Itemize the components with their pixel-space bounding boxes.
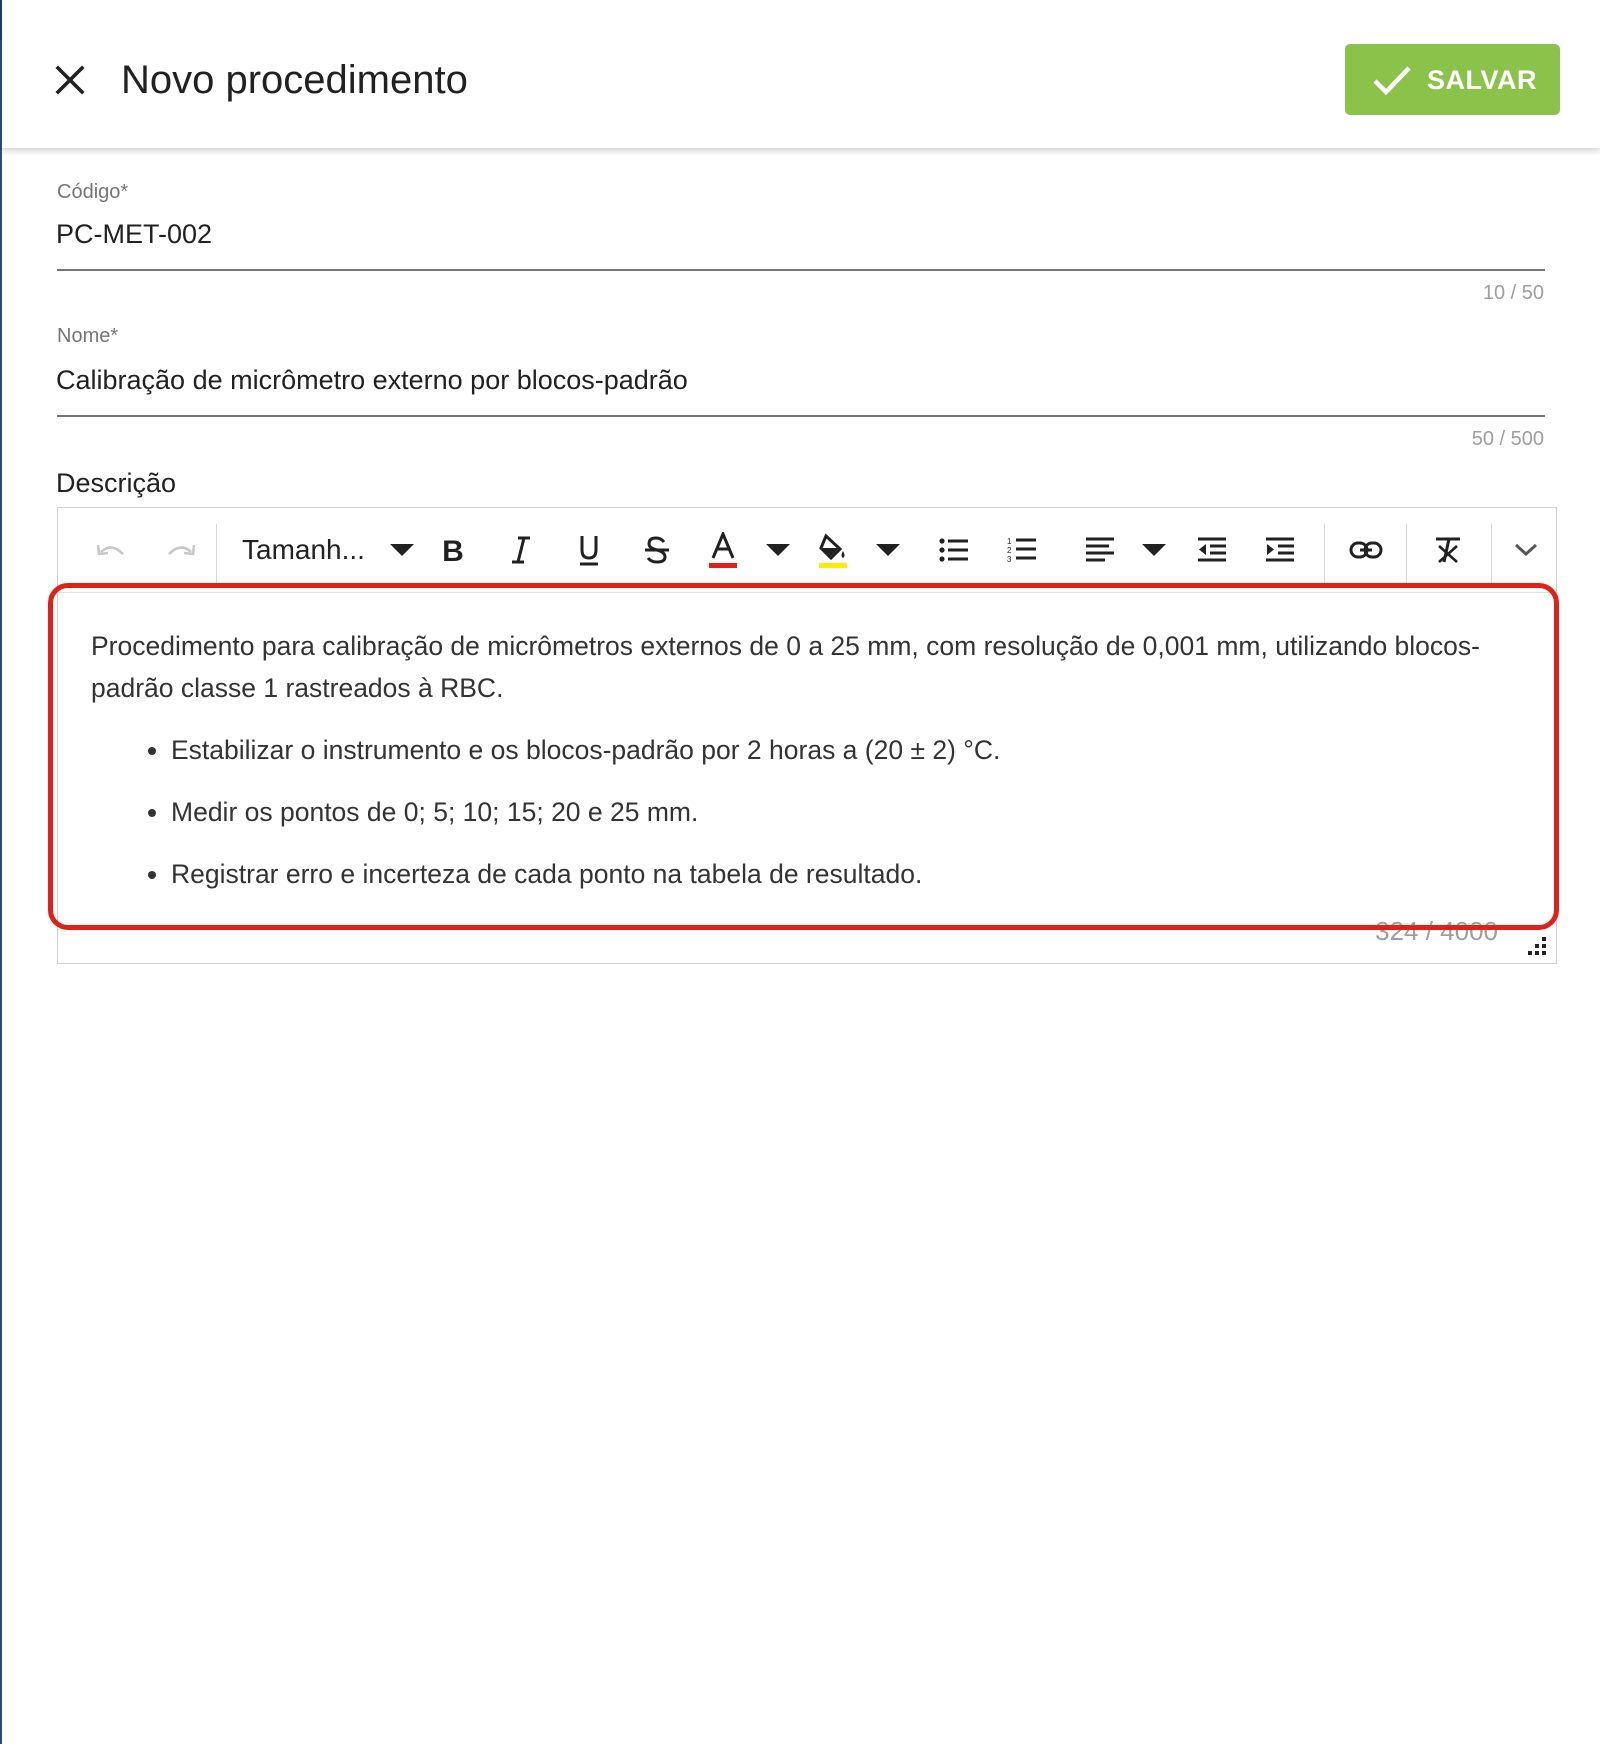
bold-button[interactable] <box>428 528 478 572</box>
font-color-button[interactable] <box>696 528 750 572</box>
caret-down-icon <box>875 543 901 557</box>
redo-button[interactable] <box>154 528 206 572</box>
indent-icon <box>1265 537 1295 563</box>
align-dropdown-arrow[interactable] <box>1134 528 1174 572</box>
caret-down-icon <box>389 543 415 557</box>
highlight-color-button[interactable] <box>806 528 860 572</box>
align-left-icon <box>1085 537 1115 563</box>
codigo-input[interactable]: PC-MET-002 <box>56 219 213 249</box>
font-size-dropdown[interactable] <box>242 528 365 572</box>
resize-handle-icon[interactable] <box>1526 935 1548 957</box>
italic-icon <box>509 535 533 565</box>
save-button-label: SALVAR <box>1427 65 1537 95</box>
nome-label: Nome* <box>57 325 119 347</box>
list-item: • Medir os pontos de 0; 5; 10; 15; 20 e 25 mm. <box>171 791 1521 833</box>
toolbar-separator <box>1324 524 1325 586</box>
font-size-dropdown-arrow[interactable] <box>382 528 422 572</box>
italic-button[interactable] <box>496 528 546 572</box>
description-bullet-list <box>91 729 1521 895</box>
outdent-icon <box>1197 537 1227 563</box>
save-button[interactable] <box>1345 44 1560 115</box>
editor-toolbar <box>58 508 1556 593</box>
svg-text:2: 2 <box>1007 546 1012 555</box>
outdent-button[interactable] <box>1186 528 1238 572</box>
font-size-label: Tamanh... <box>242 534 365 565</box>
bold-icon <box>441 535 465 565</box>
redo-icon <box>163 538 197 562</box>
editor-content[interactable] <box>91 625 1521 915</box>
caret-down-icon <box>765 543 791 557</box>
dialog-header <box>2 0 1600 148</box>
strikethrough-icon <box>643 535 671 565</box>
toolbar-separator <box>1491 524 1492 586</box>
page-title: Novo procedimento <box>121 58 468 102</box>
rich-text-editor <box>57 507 1557 964</box>
descricao-label: Descrição <box>56 468 177 498</box>
bullet-list-icon <box>939 538 969 562</box>
clear-format-icon <box>1433 536 1463 564</box>
font-color-dropdown-arrow[interactable] <box>758 528 798 572</box>
indent-button[interactable] <box>1254 528 1306 572</box>
svg-text:B: B <box>442 535 464 565</box>
nome-underline <box>57 415 1545 417</box>
svg-text:1: 1 <box>1007 537 1012 546</box>
caret-down-icon <box>1141 543 1167 557</box>
nome-input[interactable]: Calibração de micrômetro externo por blocos-padrão <box>56 365 688 395</box>
toolbar-separator <box>216 524 217 586</box>
window-edge <box>0 0 2 1744</box>
paint-bucket-icon <box>818 532 848 568</box>
numbered-list-icon <box>1007 536 1037 564</box>
undo-button[interactable] <box>86 528 138 572</box>
description-counter: 324 / 4000 <box>1375 916 1498 946</box>
svg-text:3: 3 <box>1007 555 1012 564</box>
description-paragraph: Procedimento para calibração de micrômetros externos de 0 a 25 mm, com resolução de 0,001 mm, utilizando blocos-padrão classe 1 rastreados à RBC. <box>91 631 1480 703</box>
check-icon <box>1373 63 1411 97</box>
underline-icon <box>577 534 601 566</box>
align-button[interactable] <box>1074 528 1126 572</box>
codigo-underline <box>57 269 1545 271</box>
bullet-list-button[interactable] <box>928 528 980 572</box>
list-item: • Registrar erro e incerteza de cada ponto na tabela de resultado. <box>171 853 1521 895</box>
strikethrough-button[interactable] <box>632 528 682 572</box>
chevron-down-icon <box>1514 543 1538 557</box>
insert-link-button[interactable] <box>1338 528 1394 572</box>
close-button[interactable] <box>46 56 94 104</box>
more-tools-button[interactable] <box>1498 528 1554 572</box>
codigo-counter: 10 / 50 <box>1482 282 1544 304</box>
font-color-icon <box>708 532 738 568</box>
toolbar-separator <box>1406 524 1407 586</box>
underline-button[interactable] <box>564 528 614 572</box>
link-icon <box>1349 541 1383 559</box>
highlight-color-dropdown-arrow[interactable] <box>868 528 908 572</box>
codigo-label: Código* <box>57 181 129 203</box>
clear-formatting-button[interactable] <box>1420 528 1476 572</box>
undo-icon <box>95 538 129 562</box>
list-item: • Estabilizar o instrumento e os blocos-padrão por 2 horas a (20 ± 2) °C. <box>171 729 1521 771</box>
close-icon <box>46 56 94 104</box>
numbered-list-button[interactable] <box>996 528 1048 572</box>
nome-counter: 50 / 500 <box>1471 428 1544 450</box>
